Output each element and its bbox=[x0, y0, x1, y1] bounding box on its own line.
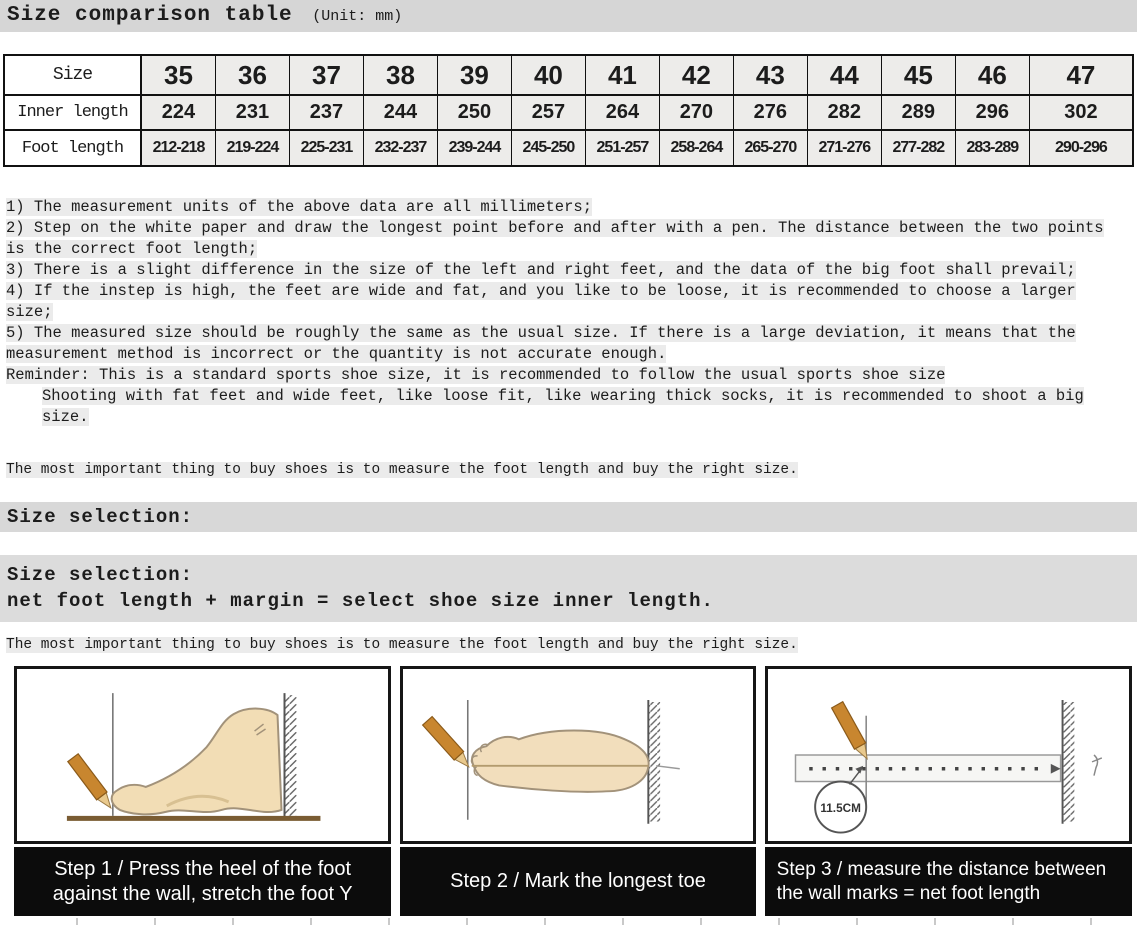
table-cell: 39 bbox=[437, 56, 511, 94]
step-1-panel bbox=[14, 666, 391, 916]
table-row-foot-length bbox=[5, 129, 1132, 165]
table-cell: 283-289 bbox=[955, 131, 1029, 165]
table-cell: 45 bbox=[881, 56, 955, 94]
foot-length-values bbox=[142, 131, 1132, 165]
table-cell: 239-244 bbox=[437, 131, 511, 165]
note-item: 4) If the instep is high, the feet are wide and fat, and you like to be loose, it is recommended to choose a larger size; bbox=[6, 282, 1076, 321]
table-cell: 212-218 bbox=[142, 131, 215, 165]
inner-length-values bbox=[142, 96, 1132, 129]
foot-top-view-illustration bbox=[400, 666, 755, 844]
reminder-line: Shooting with fat feet and wide feet, like loose fit, like wearing thick socks, it is recommended to shoot a big size. bbox=[42, 387, 1084, 426]
note-item: 2) Step on the white paper and draw the longest point before and after with a pen. The distance between the two points is the correct foot length; bbox=[6, 219, 1104, 258]
table-cell: 276 bbox=[733, 96, 807, 129]
row-header-size: Size bbox=[5, 56, 142, 94]
reminder-line: Reminder: This is a standard sports shoe size, it is recommended to follow the usual sports shoe size bbox=[6, 366, 946, 384]
row-header-foot-length: Foot length bbox=[5, 131, 142, 165]
step-2-caption bbox=[400, 847, 755, 916]
important-note: The most important thing to buy shoes is to measure the foot length and buy the right size. bbox=[6, 462, 798, 478]
table-cell: 40 bbox=[511, 56, 585, 94]
row-header-inner-length: Inner length bbox=[5, 96, 142, 129]
foot-side-shape bbox=[112, 709, 282, 815]
measurement-steps bbox=[14, 666, 1132, 916]
wall-hatch-icon bbox=[1062, 700, 1074, 824]
size-table bbox=[3, 54, 1134, 167]
note-item: 3) There is a slight difference in the size of the left and right feet, and the data of the big foot shall prevail; bbox=[6, 261, 1076, 279]
table-cell: 232-237 bbox=[363, 131, 437, 165]
title-bar bbox=[0, 0, 1137, 32]
table-cell: 36 bbox=[215, 56, 289, 94]
reminder-notes bbox=[6, 365, 1129, 428]
table-cell: 46 bbox=[955, 56, 1029, 94]
important-note-2: The most important thing to buy shoes is to measure the foot length and buy the right size. bbox=[6, 637, 798, 653]
caption-line: the wall marks = net foot length bbox=[776, 882, 1041, 904]
table-cell: 290-296 bbox=[1029, 131, 1132, 165]
step-2-panel bbox=[400, 666, 755, 916]
table-cell: 237 bbox=[289, 96, 363, 129]
table-row-inner-length bbox=[5, 94, 1132, 129]
page-title: Size comparison table bbox=[7, 4, 293, 27]
table-cell: 282 bbox=[807, 96, 881, 129]
caption-line: against the wall, stretch the foot Y bbox=[52, 882, 353, 905]
table-cell: 271-276 bbox=[807, 131, 881, 165]
table-cell: 277-282 bbox=[881, 131, 955, 165]
size-selection-block bbox=[0, 555, 1137, 622]
selection-formula: net foot length + margin = select shoe size inner length. bbox=[7, 590, 714, 612]
measurement-notes bbox=[6, 197, 1129, 365]
wall-hatch-icon bbox=[285, 693, 297, 819]
table-cell: 251-257 bbox=[585, 131, 659, 165]
table-cell: 225-231 bbox=[289, 131, 363, 165]
step-3-caption bbox=[765, 847, 1132, 916]
step-3-panel bbox=[765, 666, 1132, 916]
table-cell: 296 bbox=[955, 96, 1029, 129]
wall-hatch-icon bbox=[649, 700, 661, 824]
foot-side-view-illustration bbox=[14, 666, 391, 844]
pencil-icon bbox=[68, 754, 116, 812]
selection-heading: Size selection: bbox=[7, 564, 194, 586]
size-selection-bar: Size selection: bbox=[0, 502, 1137, 532]
pencil-icon bbox=[423, 717, 474, 771]
bottom-tick-strip bbox=[0, 918, 1137, 925]
table-cell: 302 bbox=[1029, 96, 1132, 129]
unit-label: (Unit: mm) bbox=[312, 8, 403, 25]
caption-line: Step 2 / Mark the longest toe bbox=[450, 870, 706, 892]
measure-label: 11.5CM bbox=[820, 801, 861, 815]
table-cell: 41 bbox=[585, 56, 659, 94]
table-cell: 231 bbox=[215, 96, 289, 129]
table-cell: 38 bbox=[363, 56, 437, 94]
ruler-measurement-illustration bbox=[765, 666, 1132, 844]
table-cell: 44 bbox=[807, 56, 881, 94]
note-item: 1) The measurement units of the above data are all millimeters; bbox=[6, 198, 592, 216]
table-cell: 42 bbox=[659, 56, 733, 94]
caption-line: Step 3 / measure the distance between bbox=[776, 858, 1107, 880]
wall-side-mark bbox=[1092, 755, 1102, 776]
table-cell: 264 bbox=[585, 96, 659, 129]
table-cell: 289 bbox=[881, 96, 955, 129]
floor-line bbox=[67, 816, 321, 821]
size-values bbox=[142, 56, 1132, 94]
table-cell: 35 bbox=[142, 56, 215, 94]
table-cell: 245-250 bbox=[511, 131, 585, 165]
table-cell: 270 bbox=[659, 96, 733, 129]
caption-line: Step 1 / Press the heel of the foot bbox=[54, 857, 352, 880]
table-row-size bbox=[5, 56, 1132, 94]
foot-top-shape bbox=[472, 730, 649, 791]
table-cell: 258-264 bbox=[659, 131, 733, 165]
table-cell: 37 bbox=[289, 56, 363, 94]
step-1-caption bbox=[14, 847, 391, 916]
table-cell: 244 bbox=[363, 96, 437, 129]
table-cell: 43 bbox=[733, 56, 807, 94]
table-cell: 257 bbox=[511, 96, 585, 129]
table-cell: 265-270 bbox=[733, 131, 807, 165]
ruler bbox=[795, 755, 1060, 782]
table-cell: 219-224 bbox=[215, 131, 289, 165]
table-cell: 47 bbox=[1029, 56, 1132, 94]
note-item: 5) The measured size should be roughly the same as the usual size. If there is a large deviation, it means that the measurement method is incorrect or the quantity is not accurate enough. bbox=[6, 324, 1076, 363]
table-cell: 250 bbox=[437, 96, 511, 129]
table-cell: 224 bbox=[142, 96, 215, 129]
